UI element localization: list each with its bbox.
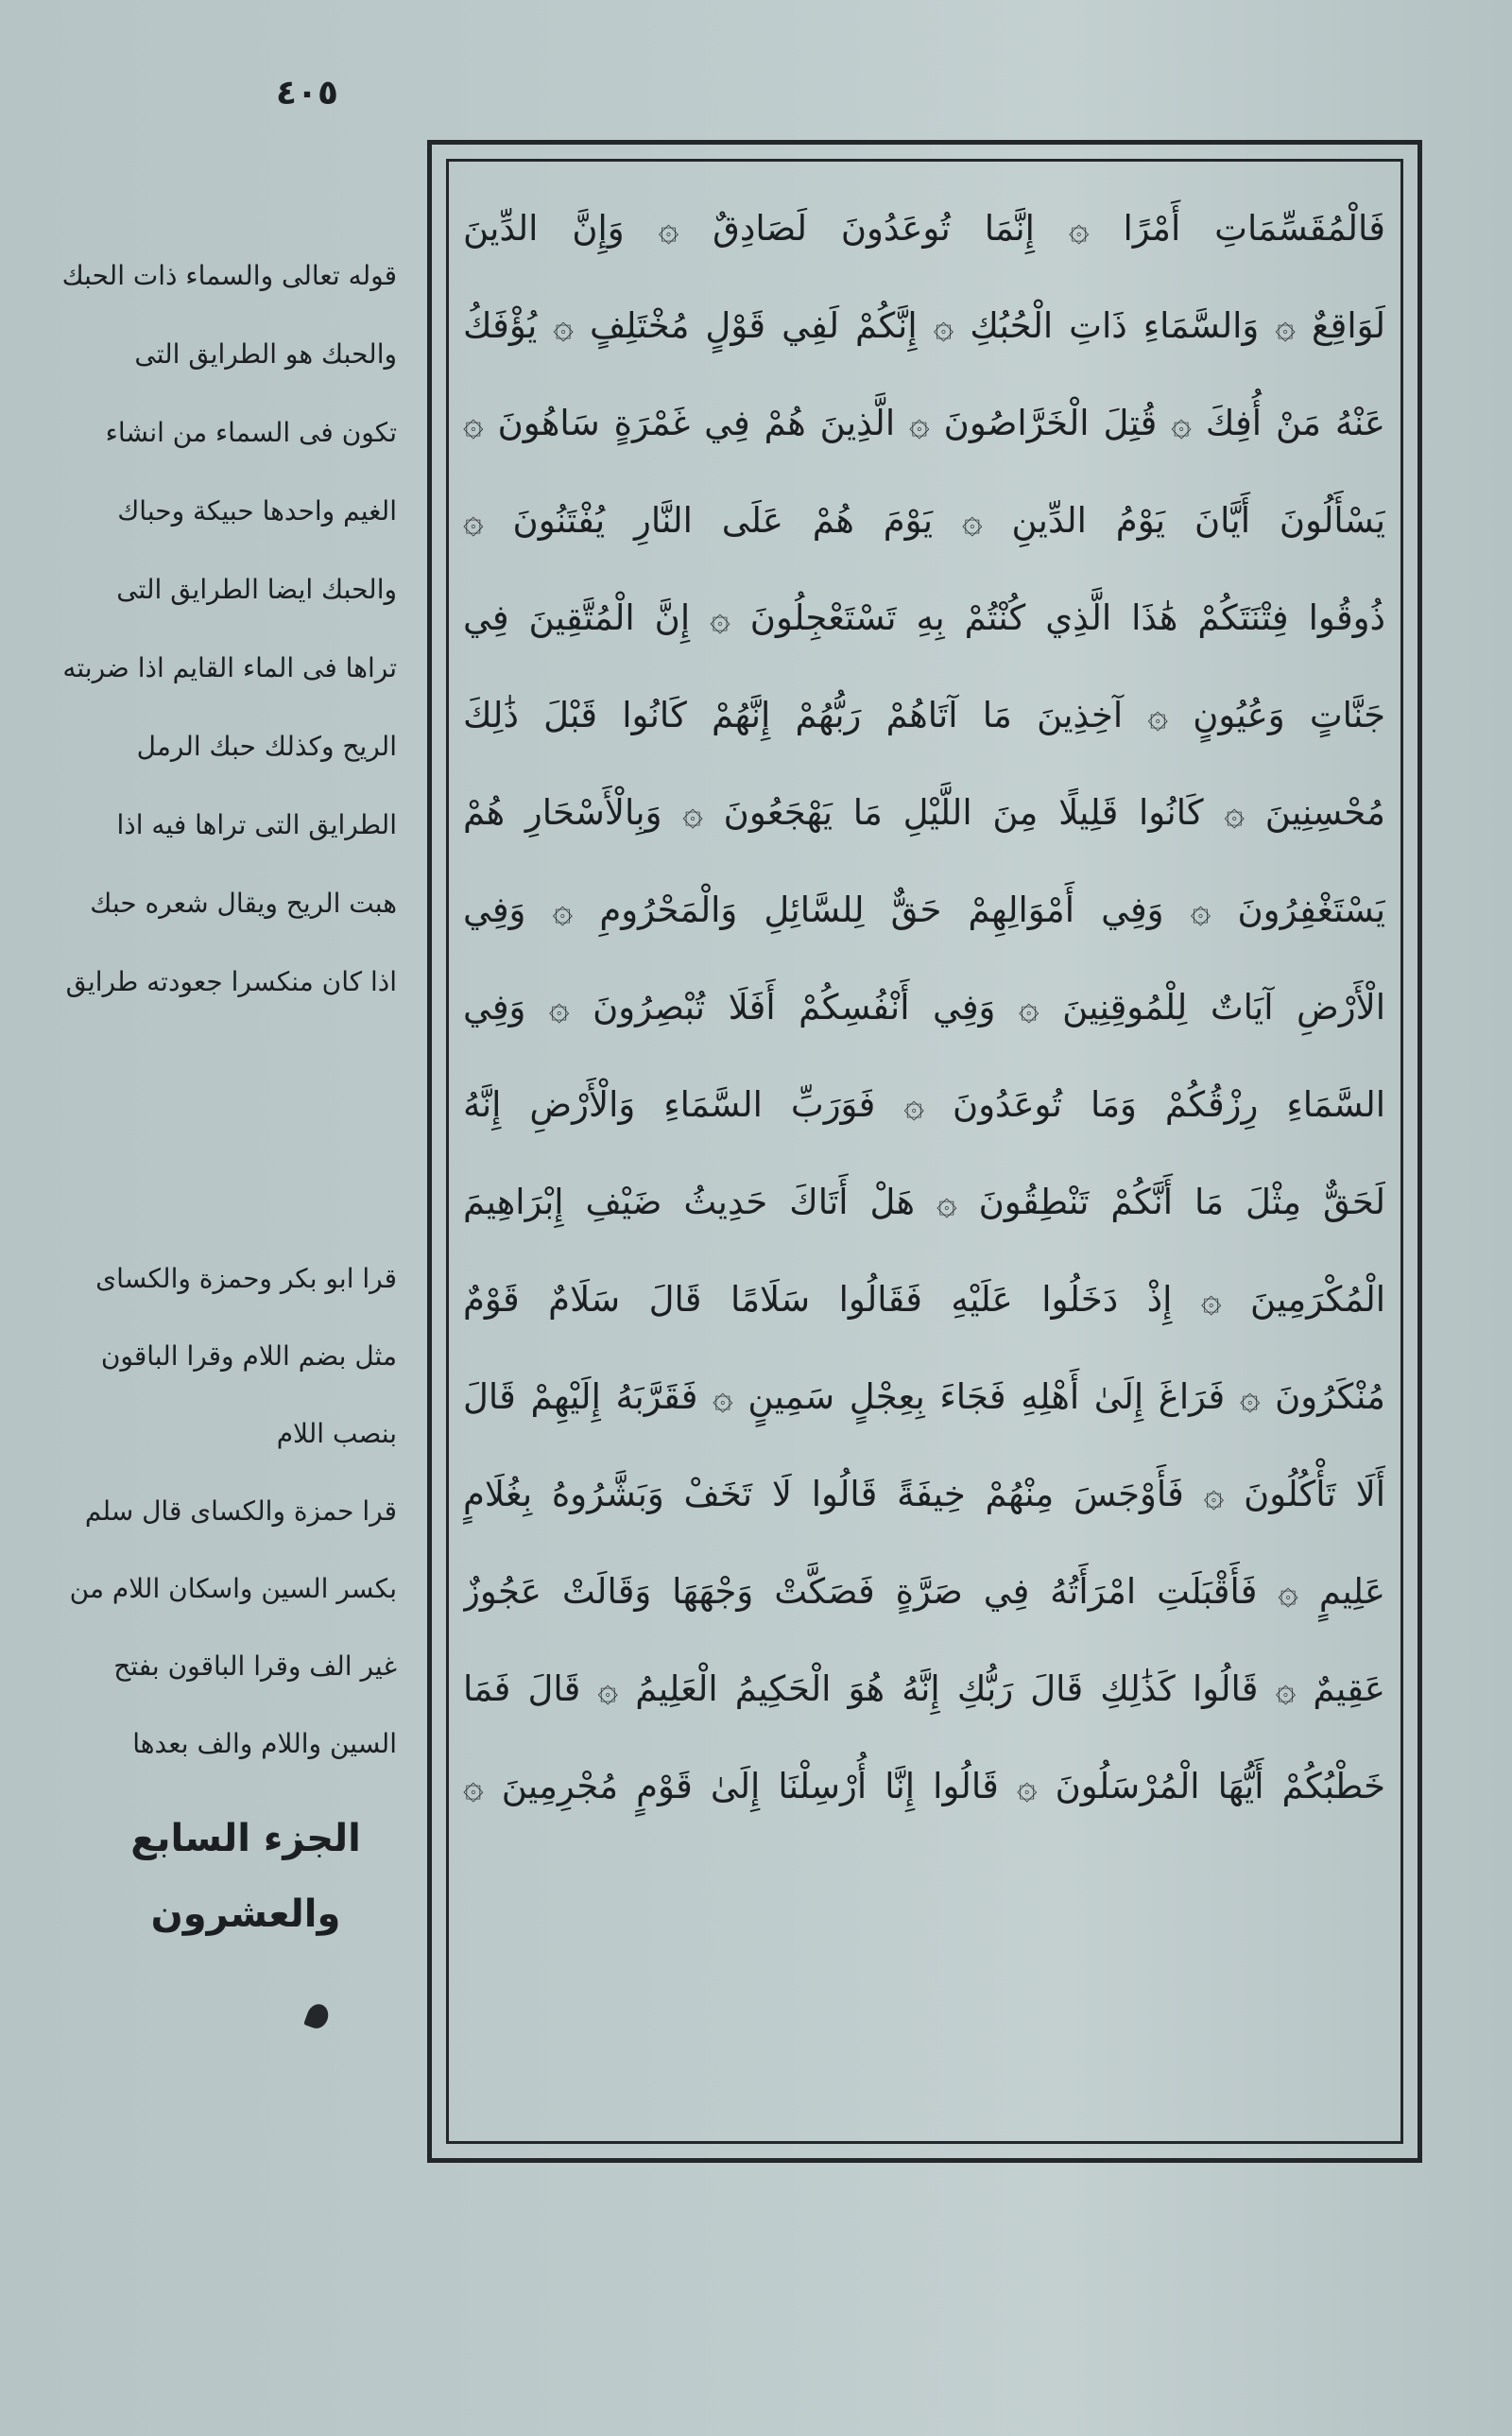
margin-commentary-top <box>57 236 397 1021</box>
page-number: ٤٠٥ <box>276 74 338 112</box>
text-line: الْأَرْضِ آيَاتٌ لِلْمُوقِنِينَ ۞ وَفِي أَنْفُسِكُمْ أَفَلَا تُبْصِرُونَ ۞ وَفِي <box>463 987 1385 1028</box>
margin-note-line: والحبك هو الطرايق التى <box>134 338 397 370</box>
margin-note-line: هبت الريح ويقال شعره حبك <box>90 888 397 919</box>
text-line: مُنْكَرُونَ ۞ فَرَاغَ إِلَىٰ أَهْلِهِ فَجَاءَ بِعِجْلٍ سَمِينٍ ۞ فَقَرَّبَهُ إِلَيْهِمْ قَالَ <box>463 1376 1385 1417</box>
margin-note-line: تكون فى السماء من انشاء <box>105 417 397 448</box>
margin-commentary-bottom <box>57 1240 397 1783</box>
margin-note-line: الطرايق التى تراها فيه اذا <box>116 809 397 840</box>
margin-note-line: قرا ابو بكر وحمزة والكساى <box>95 1263 397 1294</box>
text-line: ذُوقُوا فِتْنَتَكُمْ هَٰذَا الَّذِي كُنْتُمْ بِهِ تَسْتَعْجِلُونَ ۞ إِنَّ الْمُتَّقِينَ فِي <box>463 597 1385 638</box>
margin-note-line: مثل بضم اللام وقرا الباقون <box>100 1340 397 1372</box>
quran-text-block <box>463 180 1385 2127</box>
margin-note-line: بكسر السين واسكان اللام من <box>69 1573 397 1604</box>
text-line: الْمُكْرَمِينَ ۞ إِذْ دَخَلُوا عَلَيْهِ فَقَالُوا سَلَامًا قَالَ سَلَامٌ قَوْمٌ <box>463 1279 1385 1320</box>
margin-note-line: قرا حمزة والكساى قال سلم <box>84 1495 397 1527</box>
juz-heading-line: والعشرون <box>150 1892 341 1936</box>
margin-note-line: تراها فى الماء القايم اذا ضربته <box>62 652 397 683</box>
text-line: لَوَاقِعٌ ۞ وَالسَّمَاءِ ذَاتِ الْحُبُكِ ۞ إِنَّكُمْ لَفِي قَوْلٍ مُخْتَلِفٍ ۞ يُؤْفَكُ <box>463 305 1385 346</box>
text-line: خَطْبُكُمْ أَيُّهَا الْمُرْسَلُونَ ۞ قَالُوا إِنَّا أُرْسِلْنَا إِلَىٰ قَوْمٍ مُجْرِمِينَ ۞ <box>463 1766 1385 1806</box>
text-line: عَلِيمٍ ۞ فَأَقْبَلَتِ امْرَأَتُهُ فِي صَرَّةٍ فَصَكَّتْ وَجْهَهَا وَقَالَتْ عَجُوزٌ <box>463 1571 1385 1612</box>
text-line: عَنْهُ مَنْ أُفِكَ ۞ قُتِلَ الْخَرَّاصُونَ ۞ الَّذِينَ هُمْ فِي غَمْرَةٍ سَاهُونَ ۞ <box>463 403 1385 443</box>
margin-note-line: اذا كان منكسرا جعودته طرايق <box>65 966 397 997</box>
text-line: لَحَقٌّ مِثْلَ مَا أَنَّكُمْ تَنْطِقُونَ ۞ هَلْ أَتَاكَ حَدِيثُ ضَيْفِ إِبْرَاهِيمَ <box>463 1182 1385 1222</box>
margin-note-line: السين واللام والف بعدها <box>132 1728 397 1759</box>
margin-note-line: الريح وكذلك حبك الرمل <box>136 731 397 762</box>
juz-heading-line: الجزء السابع <box>130 1817 361 1860</box>
margin-note-line: غير الف وقرا الباقون بفتح <box>113 1650 397 1682</box>
text-line: السَّمَاءِ رِزْقُكُمْ وَمَا تُوعَدُونَ ۞ فَوَرَبِّ السَّمَاءِ وَالْأَرْضِ إِنَّهُ <box>463 1084 1385 1125</box>
text-line: يَسْتَغْفِرُونَ ۞ وَفِي أَمْوَالِهِمْ حَقٌّ لِلسَّائِلِ وَالْمَحْرُومِ ۞ وَفِي <box>463 890 1385 930</box>
text-line: أَلَا تَأْكُلُونَ ۞ فَأَوْجَسَ مِنْهُمْ خِيفَةً قَالُوا لَا تَخَفْ وَبَشَّرُوهُ بِغُلَامٍ <box>463 1474 1385 1514</box>
margin-note-line: قوله تعالى والسماء ذات الحبك <box>61 260 397 291</box>
text-line: فَالْمُقَسِّمَاتِ أَمْرًا ۞ إِنَّمَا تُوعَدُونَ لَصَادِقٌ ۞ وَإِنَّ الدِّينَ <box>463 208 1385 249</box>
juz-heading <box>123 1801 369 1952</box>
text-line: مُحْسِنِينَ ۞ كَانُوا قَلِيلًا مِنَ اللَّيْلِ مَا يَهْجَعُونَ ۞ وَبِالْأَسْحَارِ هُمْ <box>463 792 1385 833</box>
margin-note-line: الغيم واحدها حبيكة وحباك <box>117 495 397 527</box>
margin-note-line: بنصب اللام <box>276 1418 397 1449</box>
text-line: عَقِيمٌ ۞ قَالُوا كَذَٰلِكِ قَالَ رَبُّكِ إِنَّهُ هُوَ الْحَكِيمُ الْعَلِيمُ ۞ قَالَ فَمَا <box>463 1668 1385 1709</box>
ink-ornament <box>303 2001 332 2031</box>
text-line: يَسْأَلُونَ أَيَّانَ يَوْمُ الدِّينِ ۞ يَوْمَ هُمْ عَلَى النَّارِ يُفْتَنُونَ ۞ <box>463 500 1385 541</box>
text-line: جَنَّاتٍ وَعُيُونٍ ۞ آخِذِينَ مَا آتَاهُمْ رَبُّهُمْ إِنَّهُمْ كَانُوا قَبْلَ ذَٰلِكَ <box>463 695 1385 735</box>
margin-note-line: والحبك ايضا الطرايق التى <box>116 574 397 605</box>
